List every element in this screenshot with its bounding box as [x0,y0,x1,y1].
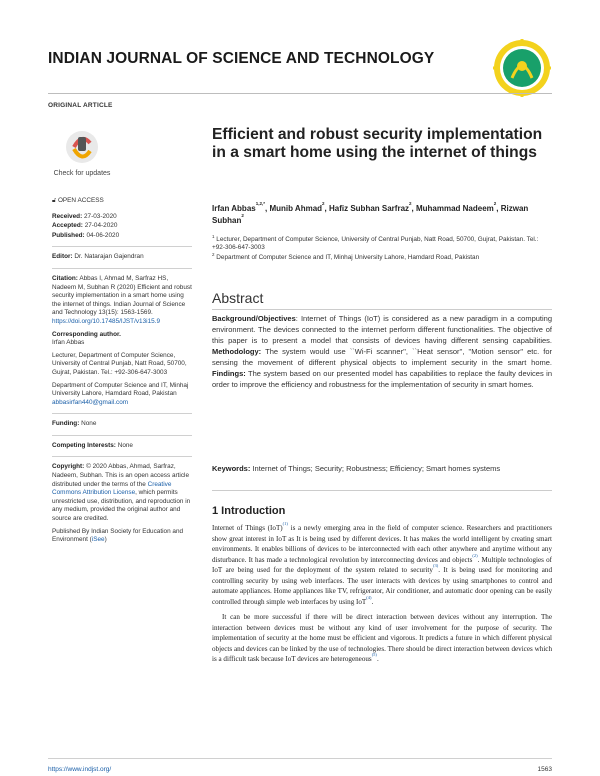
corresponding-affil-2: Department of Computer Science and IT, Minhaj University Lahore, Hamdard Road, Pakistan [52,381,189,398]
sidebar-divider [52,456,192,457]
findings-text: The system based on our presented model has capabilities to replace the faulty devices in order to improve the efficiency and robustness for the implementation of security in smart homes. [212,369,552,389]
corresponding-label: Corresponding author. [52,330,121,338]
background-text: : Internet of Things (IoT) is considered as a new paradigm in a computing environment. The devices connected to the internet perform different functionalities. The objective of this paper is to present a model that consists of devices having different sensing capabilities. [212,314,552,345]
keywords [212,463,552,474]
published-label: Published: [52,231,85,239]
author-name: Hafiz Subhan Sarfraz [329,204,410,213]
check-updates-icon [52,125,112,187]
author-name: Muhammad Nadeem [415,204,494,213]
journal-title: INDIAN JOURNAL OF SCIENCE AND TECHNOLOGY [48,50,435,67]
author-name: Munib Ahmad [269,204,323,213]
author-affil-marker: 2 [409,201,412,206]
check-updates-text: Check for updates [53,170,111,177]
publisher-block [52,528,192,545]
author-name: Rizwan Subhan [212,204,529,225]
cc-license-link[interactable]: Creative Commons Attribution License [52,480,172,497]
open-access-row [52,197,192,206]
lock-icon: 🔓︎ [52,197,57,204]
findings-label: Findings: [212,369,246,378]
affiliations [212,236,552,265]
sidebar-divider [52,246,192,247]
intro-paragraph-2: It can be more successful if there will be direct interaction between devices without any interruption. The interaction between devices must be without any kind of user involvement for the purpose of security. The implementation of security at the home must be efficient and vigorous. It predicts a future in which different physical objects and devices can be linked by the use of technologies. There should be direct interaction between devices which is a difficult task because IoT devices are heterogeneous$^{(5)}$. [212,613,552,663]
sidebar-divider [52,268,192,269]
affiliation-2: $^2$ Department of Computer Science and IT, Minhaj University Lahore, Hamdard Road, Pakistan [212,252,480,262]
journal-logo-icon [492,38,552,98]
sidebar [52,125,192,545]
competing-label: Competing Interests: [52,441,116,449]
ref-link[interactable]: (3) [432,563,439,568]
author-affil-marker: 2 [322,201,325,206]
publisher-close: ) [104,536,107,544]
funding-label: Funding: [52,420,80,428]
author-list: Irfan Abbas$^{1,2,*}$, Munib Ahmad$^2$, Hafiz Subhan Sarfraz$^2$, Muhammad Nadeem$^2$, Rizwan Subhan$^2$ [212,201,529,225]
article-type: ORIGINAL ARTICLE [48,102,113,109]
published-date: 04-06-2020 [86,231,120,239]
author-name: Irfan Abbas [212,204,256,213]
keywords-rule [212,490,552,491]
keywords-label: Keywords: [212,464,251,473]
corresponding-name: Irfan Abbas [52,339,85,347]
ref-link[interactable]: (4) [366,594,372,600]
competing-value: None [117,441,133,449]
corresponding-affil-1: Lecturer, Department of Computer Science, University of Central Punjab, Natt Road, 50700, Gujrat, Pakistan. Tel.: +92-306-647-3003 [52,351,187,376]
copyright-text: © 2020 Abbas, Ahmad, Sarfraz, Nadeem, Subhan. This is an open access article distributed under the terms of the [52,463,190,488]
abstract-rule [212,309,552,310]
intro-paragraph-1: Internet of Things (IoT)$^{(1)}$ is a newly emerging area in the field of computer science. Researchers and practitioners show great interest in IoT as It is being used by different devices. It has makes the world intelligent by creating smart environments. It enables billions of devices to be interconnected with each other anywhere and anytime without any disturbance. It has made a technological revolution by interconnecting devices and objects$^{(2)}$. Multiple technologies of IoT are being used for the deployment of the system related to security$^{(3)}$. It is being used for monitoring and controlling security by using web interfaces. The user interacts with devices by using smartphones to control and automate appliances. Home appliances like TV, refrigerator, Air conditioner, and automatic door opening can be easily controlled through simple web interfaces by using IoT$^{(4)}$. [212,521,553,606]
received-date: 27-03-2020 [83,212,117,220]
author-affil-marker: 2 [493,201,497,206]
copyright-label: Copyright: [52,463,85,471]
open-access-label: OPEN ACCESS [57,197,104,204]
citation-doi-link[interactable]: https://doi.org/10.17485/IJST/v13i15.9 [52,317,161,325]
editor-label: Editor: [52,253,73,261]
sidebar-divider [52,413,192,414]
abstract-body [212,313,552,390]
introduction-heading: 1 Introduction [212,505,286,517]
corresponding-author-block [52,331,192,408]
keywords-text: Internet of Things; Security; Robustness; Efficiency; Smart homes systems [252,464,501,473]
accepted-label: Accepted: [52,222,83,230]
article-title: Efficient and robust security implementation in a smart home using the internet of things [212,126,543,161]
ref-link[interactable]: (2) [472,552,478,558]
methodology-label: Methodology: [212,347,262,356]
ref-link[interactable]: (1) [282,521,288,526]
copyright-text-2: , which permits unrestricted use, distribution, and reproduction in any medium, provided the original author and source are credited. [52,489,191,523]
affiliation-1: $^1$ Lecturer, Department of Computer Science, University of Central Punjab, Natt Road, 50700, Gujrat, Pakistan. Tel.: +92-306-647-3003 [212,234,539,252]
footer-rule [48,758,552,759]
funding-value: None [81,420,97,428]
methodology-text: The system would use ``Wi-Fi scanner'', ``Heat sensor'', "Motion sensor" etc. for sensing the movement of different physical objects to implement security in the smart home. [212,347,552,367]
citation-block [52,275,192,327]
citation-label: Citation: [52,274,78,282]
sidebar-divider [52,435,192,436]
background-label: Background/Objectives [212,314,296,323]
accepted-date: 27-04-2020 [84,222,118,230]
check-for-updates-badge[interactable] [52,125,112,187]
header-rule [48,93,552,94]
abstract-heading: Abstract [212,290,264,306]
corresponding-email-link[interactable]: abbasirfan440@gmail.com [52,398,129,406]
ref-link[interactable]: (5) [371,652,377,657]
author-affil-marker: 1,2,* [255,201,265,206]
page-number: 1563 [537,766,552,773]
publisher-link[interactable]: iSee [91,536,105,544]
footer-url-link[interactable]: https://www.indjst.org/ [48,766,112,773]
author-affil-marker: 2 [241,213,244,218]
copyright-block [52,463,192,523]
editor-name: Dr. Natarajan Gajendran [74,253,144,261]
publisher-text: Published By Indian Society for Education and Environment ( [52,527,184,544]
introduction-body [212,523,552,665]
citation-text: Abbas I, Ahmad M, Sarfraz HS, Nadeem M, Subhan R (2020) Efficient and robust security implementation in a smart home using the internet of things. Indian Journal of Science and Technology 13(15): 1563-1569. [52,274,192,317]
received-label: Received: [52,212,83,220]
